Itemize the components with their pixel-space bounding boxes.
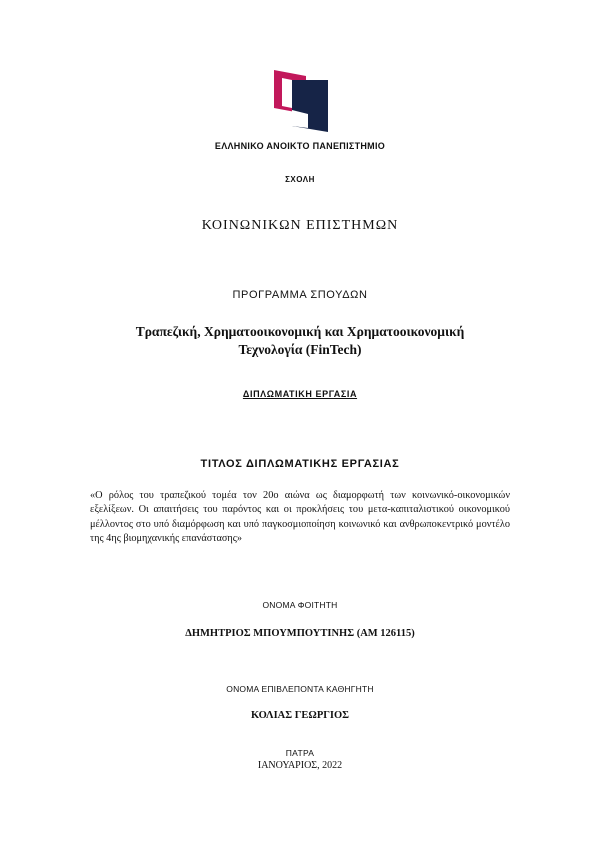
thesis-title-label: ΤΙΤΛΟΣ ΔΙΠΛΩΜΑΤΙΚΗΣ ΕΡΓΑΣΙΑΣ bbox=[200, 458, 400, 470]
city: ΠΑΤΡΑ bbox=[285, 748, 315, 758]
thesis-title: «Ο ρόλος του τραπεζικού τομέα τον 20ο αιώνα ως διαμορφωτή των κοινωνικό-οικονομικών εξελίξεων. Οι απαιτήσεις του παρόντος και οι προκλήσεις του μετα-καπιταλιστικού οικονομικού μέλλοντος στο υπό διαμόρφωση και υπό παγκοσμιοποίηση κοινωνικό και ανθρωποκεντρικό μοντέλο της 4ης βιομηχανικής επανάστασης» bbox=[90, 490, 510, 545]
university-name: ΕΛΛΗΝΙΚΟ ΑΝΟΙΚΤΟ ΠΑΝΕΠΙΣΤΗΜΙΟ bbox=[214, 141, 386, 151]
university-logo bbox=[272, 70, 328, 132]
program-name-line-1: Τραπεζική, Χρηματοοικονομική και Χρηματοοικονομική bbox=[135, 324, 465, 339]
program-name-line-2: Τεχνολογία (FinTech) bbox=[238, 342, 362, 357]
program-label: ΠΡΟΓΡΑΜΜΑ ΣΠΟΥΔΩΝ bbox=[232, 289, 368, 301]
student-label: ΟΝΟΜΑ ΦΟΙΤΗΤΗ bbox=[262, 600, 338, 610]
program-name bbox=[0, 323, 600, 359]
school-name: ΚΟΙΝΩΝΙΚΩΝ ΕΠΙΣΤΗΜΩΝ bbox=[201, 218, 399, 233]
supervisor-name: ΚΟΛΙΑΣ ΓΕΩΡΓΙΟΣ bbox=[250, 710, 350, 721]
date: ΙΑΝΟΥΑΡΙΟΣ, 2022 bbox=[257, 760, 343, 771]
school-label: ΣΧΟΛΗ bbox=[285, 175, 315, 184]
student-name: ΔΗΜΗΤΡΙΟΣ ΜΠΟΥΜΠΟΥΤΙΝΗΣ (ΑΜ 126115) bbox=[185, 628, 415, 639]
supervisor-label: ΟΝΟΜΑ ΕΠΙΒΛΕΠΟΝΤΑ ΚΑΘΗΓΗΤΗ bbox=[226, 684, 374, 694]
thesis-type-label: ΔΙΠΛΩΜΑΤΙΚΗ ΕΡΓΑΣΙΑ bbox=[242, 389, 358, 399]
